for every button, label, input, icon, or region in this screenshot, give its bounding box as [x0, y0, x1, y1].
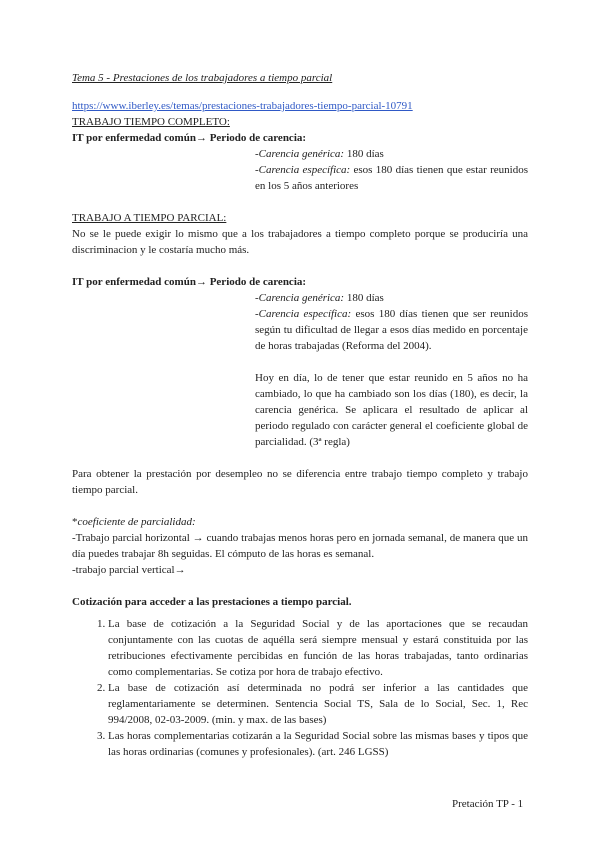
- part-time-specific-carencia: -Carencia específica: esos 180 días tienen que ser reunidos según tu dificultad de llegar a esos días medido en porcentaje de horas trabajadas (Reforma del 2004).: [255, 308, 529, 352]
- list-item: 2. La base de cotización así determinada no podrá ser inferior a las cantidades que reglamentariamente se determinen. Sentencia Social TS, Sala de lo Social, Sec. 1, Rec 994/2008, 02-03-2009. (min. y max. de las bases): [108, 680, 528, 728]
- page-footer: Pretación TP - 1: [452, 798, 524, 810]
- part-time-note: Hoy en día, lo de tener que estar reunido en 5 años no ha cambiado, lo que ha cambiado son los días (180), es decir, la carencia genérica. Se aplicara el resultado de aplicar al periodo regulado con carácter general el coeficiente global de parcialidad. (3ª regla): [255, 372, 528, 448]
- coefficient-horizontal: -Trabajo parcial horizontal → cuando trabajas menos horas pero en jornada semanal, de manera que un día puedes trabajar 8h seguidas. El cómputo de las horas es semanal.: [72, 532, 528, 560]
- full-time-generic-carencia: -Carencia genérica: 180 días: [255, 148, 384, 160]
- part-time-generic-carencia: -Carencia genérica: 180 días: [255, 292, 384, 304]
- source-link[interactable]: https://www.iberley.es/temas/prestaciones-trabajadores-tiempo-parcial-10791: [72, 100, 413, 112]
- full-time-specific-carencia: -Carencia específica: esos 180 días tienen que estar reunidos en los 5 años anteriores: [255, 164, 528, 192]
- contribution-heading: Cotización para acceder a las prestaciones a tiempo parcial.: [72, 596, 352, 608]
- document-body: [72, 70, 528, 760]
- unemployment-paragraph: Para obtener la prestación por desempleo no se diferencia entre trabajo tiempo completo y trabajo tiempo parcial.: [72, 468, 528, 496]
- doc-title: Tema 5 - Prestaciones de los trabajadores a tiempo parcial: [72, 72, 333, 84]
- contribution-list: [72, 616, 528, 760]
- coefficient-vertical: -trabajo parcial vertical→: [72, 564, 186, 576]
- coefficient-label: *coeficiente de parcialidad:: [72, 516, 196, 528]
- section-part-time-heading: TRABAJO A TIEMPO PARCIAL:: [72, 212, 227, 224]
- list-item: 1. La base de cotización a la Seguridad Social y de las aportaciones que se recaudan conjuntamente con las cuotas de aquélla será siempre mensual y estará constituida por las retribuciones efectivamente percibidas en función de las horas trabajadas, tanto ordinarias como complementarias. Se cotiza por hora de trabajo efectivo.: [108, 616, 528, 680]
- part-time-it-label: IT por enfermedad común→ Periodo de carencia:: [72, 276, 307, 288]
- section-full-time-heading: TRABAJO TIEMPO COMPLETO:: [72, 116, 230, 128]
- full-time-it-label: IT por enfermedad común→ Periodo de carencia:: [72, 132, 307, 144]
- list-item: 3. Las horas complementarias cotizarán a la Seguridad Social sobre las mismas bases y tipos que las horas ordinarias (comunes y profesionales). (art. 246 LGSS): [108, 728, 528, 760]
- part-time-intro: No se le puede exigir lo mismo que a los trabajadores a tiempo completo porque se produciría una discriminacion y le costaría mucho más.: [72, 228, 528, 256]
